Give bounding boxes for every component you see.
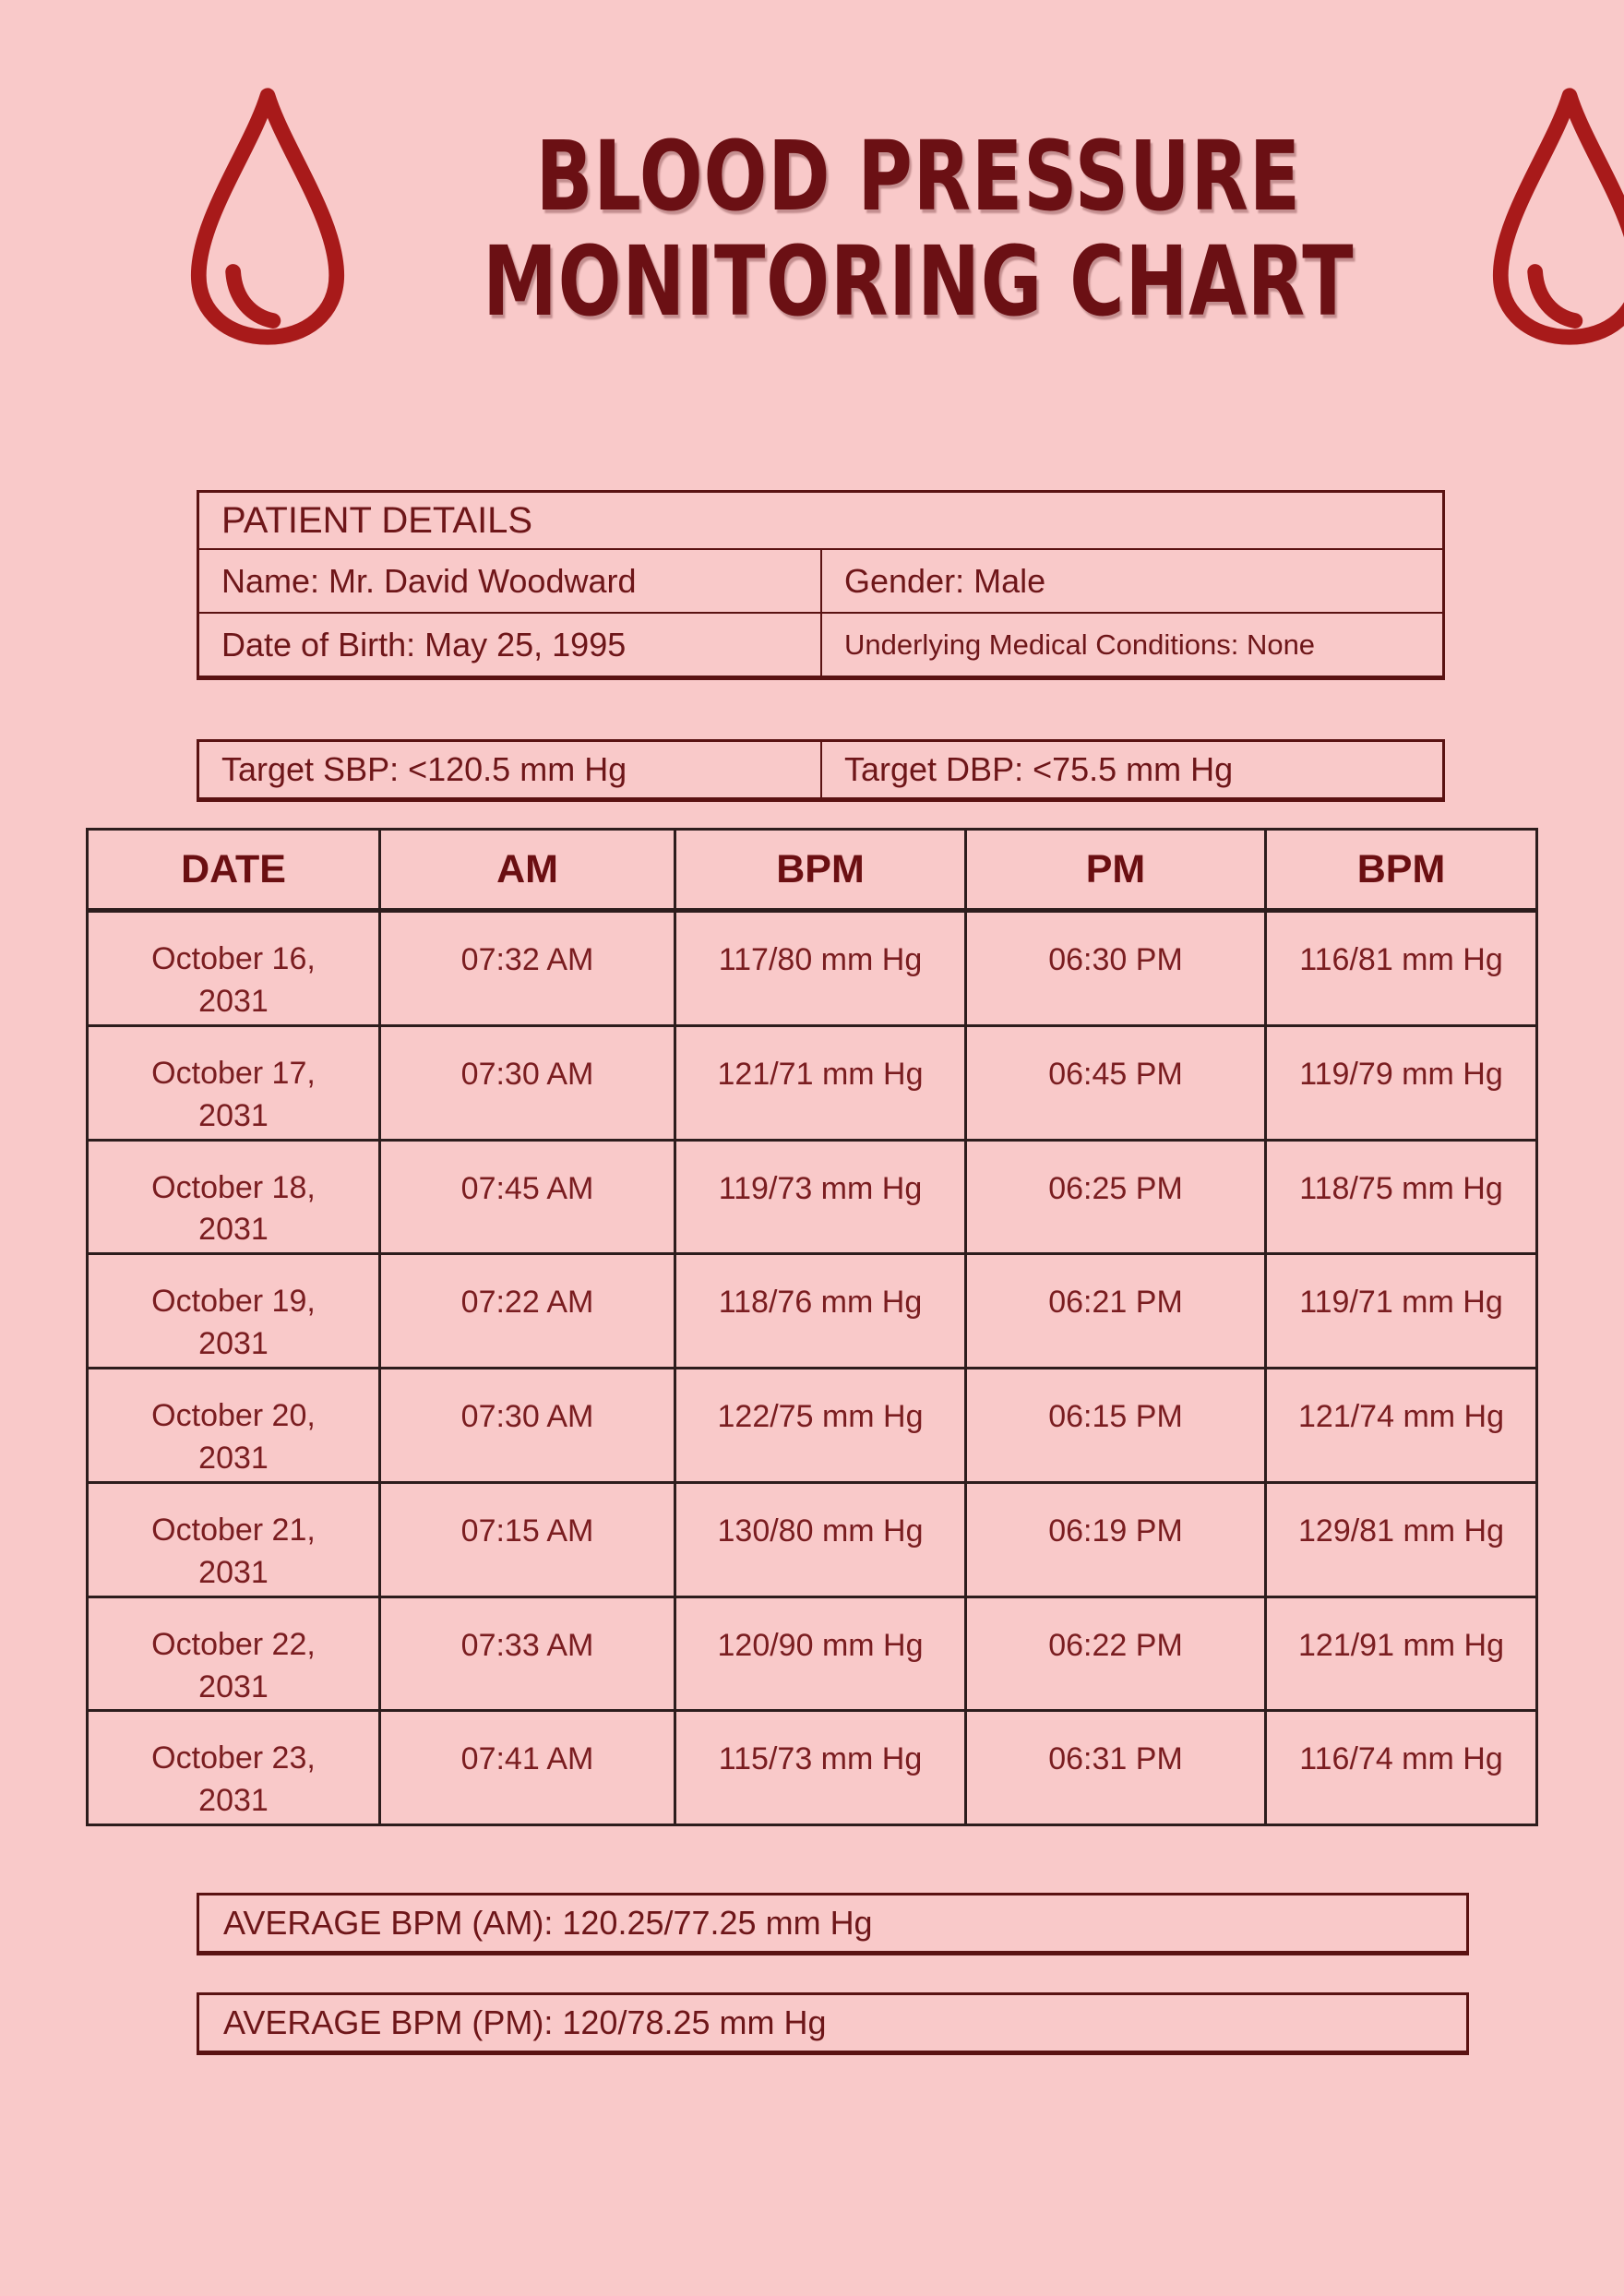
- average-pm-box: [197, 1992, 1469, 2055]
- pm-bpm-cell: 119/71 mm Hg: [1266, 1254, 1537, 1369]
- column-header-pm-bpm: BPM: [1266, 830, 1537, 911]
- column-header-date: DATE: [88, 830, 380, 911]
- pm-bpm-cell: 119/79 mm Hg: [1266, 1025, 1537, 1140]
- patient-details-title: PATIENT DETAILS: [199, 493, 1442, 550]
- date-cell: October 22, 2031: [88, 1596, 380, 1711]
- target-sbp: Target SBP: <120.5 mm Hg: [199, 742, 822, 797]
- patient-name: Name: Mr. David Woodward: [199, 550, 822, 612]
- am-bpm-cell: 118/76 mm Hg: [675, 1254, 966, 1369]
- am-bpm-cell: 122/75 mm Hg: [675, 1369, 966, 1483]
- am-time-cell: 07:30 AM: [380, 1025, 675, 1140]
- patient-dob: Date of Birth: May 25, 1995: [199, 614, 822, 676]
- am-bpm-cell: 121/71 mm Hg: [675, 1025, 966, 1140]
- date-cell: October 20, 2031: [88, 1369, 380, 1483]
- table-row: [88, 911, 1537, 1026]
- pm-bpm-cell: 116/81 mm Hg: [1266, 911, 1537, 1026]
- table-row: [88, 1369, 1537, 1483]
- title-line-1: BLOOD PRESSURE: [535, 120, 1301, 233]
- am-time-cell: 07:30 AM: [380, 1369, 675, 1483]
- date-cell: October 23, 2031: [88, 1711, 380, 1825]
- table-row: [88, 1711, 1537, 1825]
- table-row: [88, 1596, 1537, 1711]
- pm-bpm-cell: 121/74 mm Hg: [1266, 1369, 1537, 1483]
- pm-time-cell: 06:30 PM: [966, 911, 1266, 1026]
- patient-conditions: Underlying Medical Conditions: None: [844, 628, 1316, 661]
- table-row: [88, 1140, 1537, 1254]
- patient-row-1: [199, 550, 1442, 612]
- date-cell: October 17, 2031: [88, 1025, 380, 1140]
- target-dbp: Target DBP: <75.5 mm Hg: [844, 750, 1234, 788]
- pm-time-cell: 06:21 PM: [966, 1254, 1266, 1369]
- pm-time-cell: 06:45 PM: [966, 1025, 1266, 1140]
- am-time-cell: 07:33 AM: [380, 1596, 675, 1711]
- pm-time-cell: 06:22 PM: [966, 1596, 1266, 1711]
- date-cell: October 18, 2031: [88, 1140, 380, 1254]
- column-header-am: AM: [380, 830, 675, 911]
- date-cell: October 21, 2031: [88, 1482, 380, 1596]
- average-am-text: AVERAGE BPM (AM): 120.25/77.25 mm Hg: [223, 1904, 873, 1943]
- blood-drop-icon: [175, 81, 360, 353]
- am-bpm-cell: 130/80 mm Hg: [675, 1482, 966, 1596]
- date-cell: October 19, 2031: [88, 1254, 380, 1369]
- bp-table: [86, 828, 1538, 1826]
- date-cell: October 16, 2031: [88, 911, 380, 1026]
- title-line-2: MONITORING CHART: [483, 225, 1355, 338]
- average-am-box: [197, 1893, 1469, 1955]
- average-pm-text: AVERAGE BPM (PM): 120/78.25 mm Hg: [223, 2003, 827, 2042]
- patient-gender: Gender: Male: [844, 561, 1046, 600]
- column-header-pm: PM: [966, 830, 1266, 911]
- am-time-cell: 07:32 AM: [380, 911, 675, 1026]
- patient-row-2: [199, 612, 1442, 676]
- pm-bpm-cell: 116/74 mm Hg: [1266, 1711, 1537, 1825]
- blood-drop-icon: [1477, 81, 1624, 353]
- bp-table-body: [88, 911, 1537, 1825]
- am-time-cell: 07:22 AM: [380, 1254, 675, 1369]
- table-row: [88, 1482, 1537, 1596]
- am-time-cell: 07:45 AM: [380, 1140, 675, 1254]
- am-bpm-cell: 117/80 mm Hg: [675, 911, 966, 1026]
- targets-box: [197, 739, 1445, 802]
- patient-details-box: [197, 490, 1445, 680]
- page-title: [360, 81, 1477, 338]
- table-row: [88, 1025, 1537, 1140]
- am-time-cell: 07:41 AM: [380, 1711, 675, 1825]
- pm-bpm-cell: 121/91 mm Hg: [1266, 1596, 1537, 1711]
- pm-bpm-cell: 118/75 mm Hg: [1266, 1140, 1537, 1254]
- table-row: [88, 1254, 1537, 1369]
- table-header-row: [88, 830, 1537, 911]
- am-bpm-cell: 119/73 mm Hg: [675, 1140, 966, 1254]
- am-bpm-cell: 115/73 mm Hg: [675, 1711, 966, 1825]
- pm-time-cell: 06:31 PM: [966, 1711, 1266, 1825]
- am-bpm-cell: 120/90 mm Hg: [675, 1596, 966, 1711]
- pm-time-cell: 06:25 PM: [966, 1140, 1266, 1254]
- pm-time-cell: 06:19 PM: [966, 1482, 1266, 1596]
- page-header: [0, 0, 1624, 353]
- pm-time-cell: 06:15 PM: [966, 1369, 1266, 1483]
- pm-bpm-cell: 129/81 mm Hg: [1266, 1482, 1537, 1596]
- am-time-cell: 07:15 AM: [380, 1482, 675, 1596]
- column-header-am-bpm: BPM: [675, 830, 966, 911]
